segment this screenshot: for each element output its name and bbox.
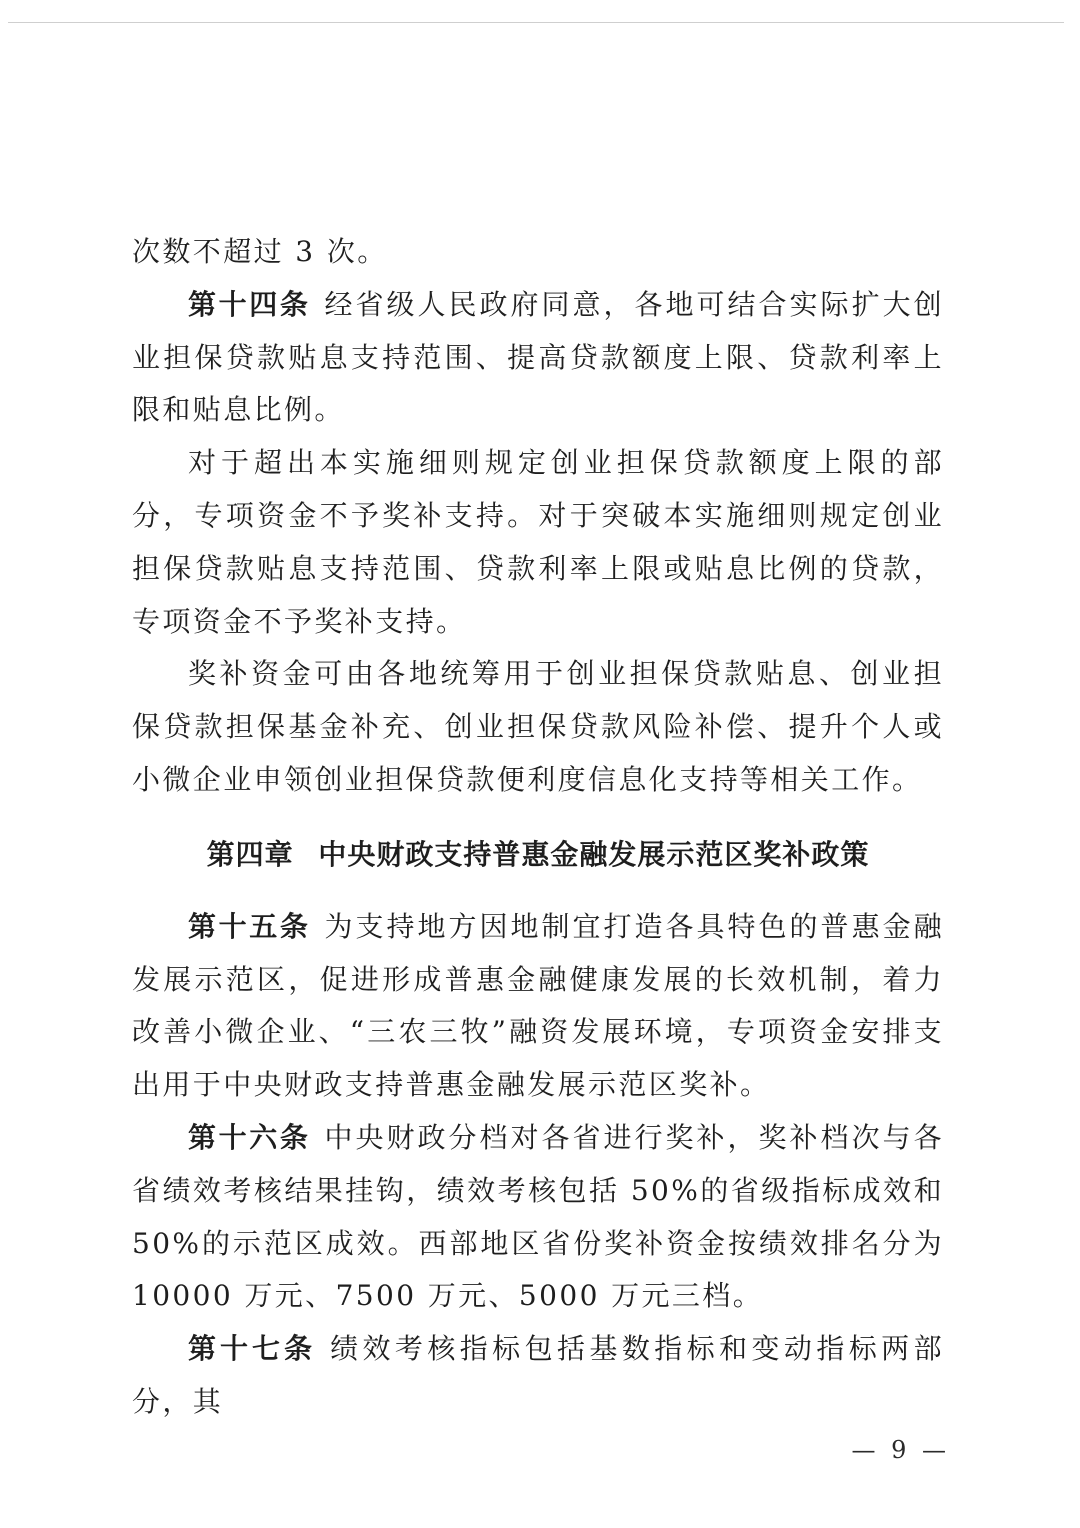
document-body — [132, 226, 944, 1429]
paragraph-text: 对于超出本实施细则规定创业担保贷款额度上限的部分，专项资金不予奖补支持。对于突破本实施细则规定创业担保贷款贴息支持范围、贷款利率上限或贴息比例的贷款，专项资金不予奖补支持。 — [132, 446, 944, 638]
article-16 — [132, 1112, 944, 1323]
article-label: 第十四条 — [188, 287, 311, 321]
article-label: 第十七条 — [188, 1332, 317, 1366]
chapter-title: 第四章 中央财政支持普惠金融发展示范区奖补政策 — [206, 837, 870, 871]
paragraph-text: 奖补资金可由各地统筹用于创业担保贷款贴息、创业担保贷款担保基金补充、创业担保贷款风险补偿、提升个人或小微企业申领创业担保贷款便利度信息化支持等相关工作。 — [132, 657, 944, 796]
article-15 — [132, 901, 944, 1112]
paragraph-text: 为支持地方因地制宜打造各具特色的普惠金融发展示范区，促进形成普惠金融健康发展的长效机制，着力改善小微企业、“三农三牧”融资发展环境，专项资金安排支出用于中央财政支持普惠金融发展示范区奖补。 — [132, 909, 944, 1102]
article-label: 第十五条 — [188, 909, 311, 943]
paragraph-text: 经省级人民政府同意，各地可结合实际扩大创业担保贷款贴息支持范围、提高贷款额度上限、贷款利率上限和贴息比例。 — [132, 287, 944, 427]
article-14 — [132, 279, 944, 437]
article-14-paragraph-2 — [132, 437, 944, 648]
paragraph-text: 次数不超过 3 次。 — [132, 235, 388, 268]
paragraph-continuation — [132, 226, 944, 279]
article-14-paragraph-3 — [132, 648, 944, 806]
article-17 — [132, 1323, 944, 1429]
top-divider — [8, 22, 1064, 23]
paragraph-text: 中央财政分档对各省进行奖补，奖补档次与各省绩效考核结果挂钩，绩效考核包括 50%的省级指标成效和 50%的示范区成效。西部地区省份奖补资金按绩效排名分为 10000 万元、7500 万元、5000 万元三档。 — [132, 1120, 944, 1313]
article-label: 第十六条 — [188, 1120, 311, 1154]
paragraph-text: 绩效考核指标包括基数指标和变动指标两部分，其 — [132, 1332, 944, 1418]
page-number: — 9 — — [851, 1436, 950, 1464]
